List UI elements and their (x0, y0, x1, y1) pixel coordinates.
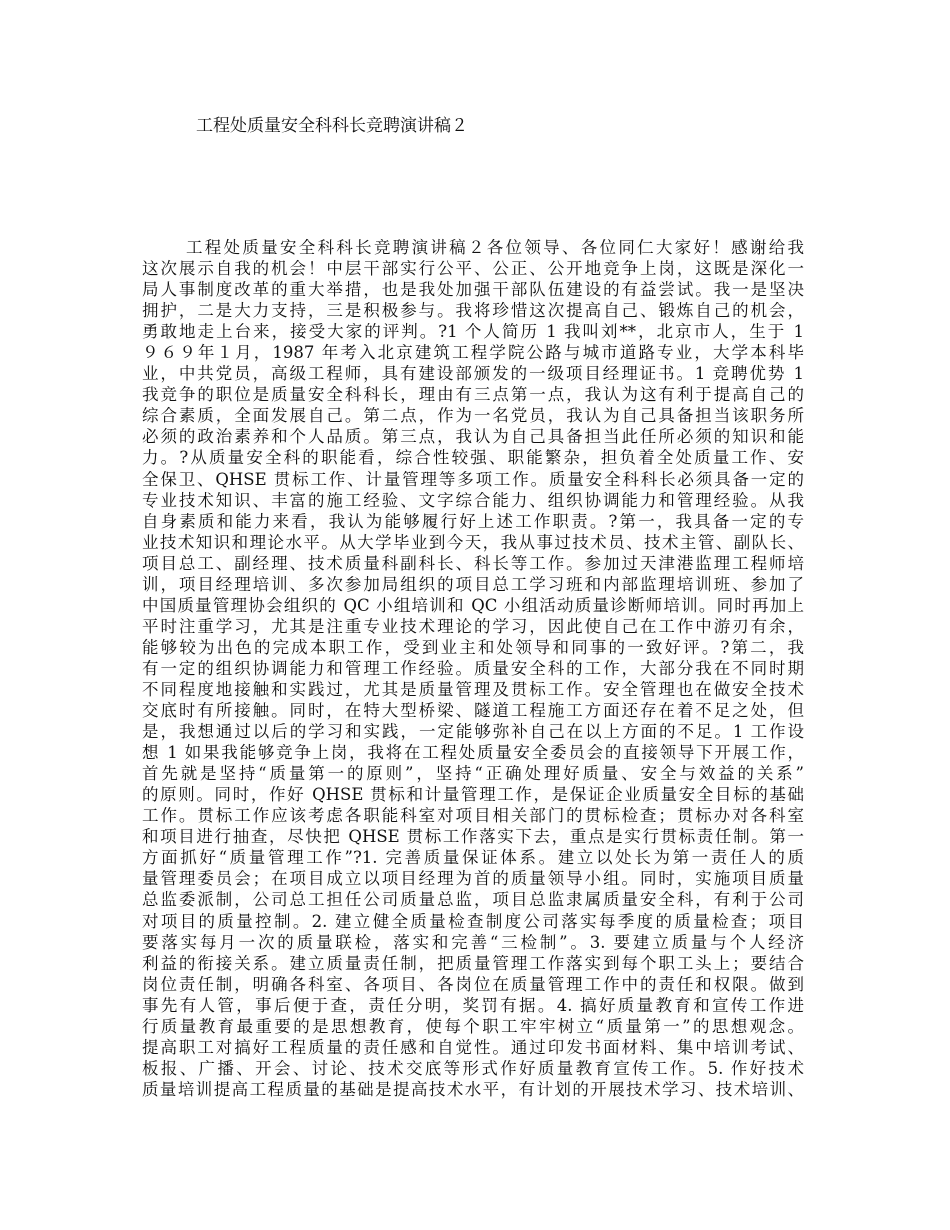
document-title: 工程处质量安全科科长竞聘演讲稿２ (196, 116, 468, 136)
body-text-line: 的原则。同时，作好 QHSE 贯标和计量管理工作，是保证企业质量安全目标的基础 (142, 785, 804, 805)
body-text-line: 岗位责任制，明确各科室、各项目、各岗位在质量管理工作中的责任和权限。做到 (142, 974, 804, 994)
body-text-line: 要落实每月一次的质量联检，落实和完善“三检制”。3. 要建立质量与个人经济 (142, 932, 804, 952)
body-text-line: 拥护，二是大力支持，三是积极参与。我将珍惜这次提高自己、锻炼自己的机会， (142, 301, 804, 321)
body-text-line: 提高职工对搞好工程质量的责任感和自觉性。通过印发书面材料、集中培训考试、 (142, 1037, 804, 1057)
body-text-line: 板报、广播、开会、讨论、技术交底等形式作好质量教育宣传工作。5. 作好技术 (142, 1058, 804, 1078)
body-text-line: 自身素质和能力来看，我认为能够履行好上述工作职责。?第一，我具备一定的专 (142, 511, 804, 531)
body-text-line: 不同程度地接触和实践过，尤其是质量管理及贯标工作。安全管理也在做安全技术 (142, 679, 804, 699)
body-text-line: 工作。贯标工作应该考虑各职能科室对项目相关部门的贯标检查；贯标办对各科室 (142, 806, 804, 826)
document-body (142, 237, 804, 1100)
body-text-line: 专业技术知识、丰富的施工经验、文字综合能力、组织协调能力和管理经验。从我 (142, 490, 804, 510)
body-text-line: 交底时有所接触。同时，在特大型桥梁、隧道工程施工方面还存在着不足之处，但 (142, 701, 804, 721)
body-text-line: 对项目的质量控制。2. 建立健全质量检查制度公司落实每季度的质量检查；项目 (142, 911, 804, 931)
body-text-line: 想 1 如果我能够竞争上岗，我将在工程处质量安全委员会的直接领导下开展工作， (142, 743, 804, 763)
body-text-line: 综合素质，全面发展自己。第二点，作为一名党员，我认为自己具备担当该职务所 (142, 406, 804, 426)
body-text-line: 必须的政治素养和个人品质。第三点，我认为自己具备担当此任所必须的知识和能 (142, 427, 804, 447)
body-text-line: 工程处质量安全科科长竞聘演讲稿２各位领导、各位同仁大家好！感谢给我 (186, 238, 804, 257)
body-text-line: 这次展示自我的机会！中层干部实行公平、公正、公开地竞争上岗，这既是深化一 (142, 259, 804, 279)
body-text-line: 业，中共党员，高级工程师，具有建设部颁发的一级项目经理证书。1 竞聘优势 1 (142, 364, 804, 384)
body-text-line: 全保卫、QHSE 贯标工作、计量管理等多项工作。质量安全科科长必须具备一定的 (142, 469, 804, 489)
body-text-line: 平时注重学习，尤其是注重专业技术理论的学习，因此使自己在工作中游刃有余， (142, 616, 804, 636)
body-text-line: 和项目进行抽查，尽快把 QHSE 贯标工作落实下去，重点是实行贯标责任制。第一 (142, 827, 804, 847)
body-text-line: 局人事制度改革的重大举措，也是我处加强干部队伍建设的有益尝试。我一是坚决 (142, 280, 804, 300)
body-text-line: 方面抓好“质量管理工作”?1. 完善质量保证体系。建立以处长为第一责任人的质 (142, 848, 804, 868)
body-text-line: 事先有人管，事后便于查，责任分明，奖罚有据。4. 搞好质量教育和宣传工作进 (142, 995, 804, 1015)
body-text-line: ９６９年１月，1987 年考入北京建筑工程学院公路与城市道路专业，大学本科毕 (142, 343, 804, 363)
body-text-line: 有一定的组织协调能力和管理工作经验。质量安全科的工作，大部分我在不同时期 (142, 658, 804, 678)
body-text-line: 项目总工、副经理、技术质量科副科长、科长等工作。参加过天津港监理工程师培 (142, 553, 804, 573)
body-text-line: 利益的衔接关系。建立质量责任制，把质量管理工作落实到每个职工头上；要结合 (142, 953, 804, 973)
body-text-line: 量管理委员会；在项目成立以项目经理为首的质量领导小组。同时，实施项目质量 (142, 869, 804, 889)
body-text-line: 力。?从质量安全科的职能看，综合性较强、职能繁杂，担负着全处质量工作、安 (142, 448, 804, 468)
body-text-line: 中国质量管理协会组织的 QC 小组培训和 QC 小组活动质量诊断师培训。同时再加上 (142, 595, 804, 615)
body-text-line: 首先就是坚持“质量第一的原则”，坚持“正确处理好质量、安全与效益的关系” (142, 764, 804, 784)
body-text-line: 是，我想通过以后的学习和实践，一定能够弥补自己在以上方面的不足。1 工作设 (142, 722, 804, 742)
body-text-line: 行质量教育最重要的是思想教育，使每个职工牢牢树立“质量第一”的思想观念。 (142, 1016, 804, 1036)
body-text-line: 能够较为出色的完成本职工作，受到业主和处领导和同事的一致好评。?第二，我 (142, 637, 804, 657)
body-text-line: 训，项目经理培训、多次参加局组织的项目总工学习班和内部监理培训班、参加了 (142, 574, 804, 594)
body-text-line: 质量培训提高工程质量的基础是提高技术水平，有计划的开展技术学习、技术培训、 (142, 1079, 804, 1099)
body-text-line: 我竞争的职位是质量安全科科长，理由有三点第一点，我认为这有利于提高自己的 (142, 385, 804, 405)
body-text-line: 业技术知识和理论水平。从大学毕业到今天，我从事过技术员、技术主管、副队长、 (142, 532, 804, 552)
body-text-line: 总监委派制，公司总工担任公司质量总监，项目总监隶属质量安全科，有利于公司 (142, 890, 804, 910)
body-text-line: 勇敢地走上台来，接受大家的评判。?1 个人简历 1 我叫刘**，北京市人，生于 1 (142, 322, 804, 342)
